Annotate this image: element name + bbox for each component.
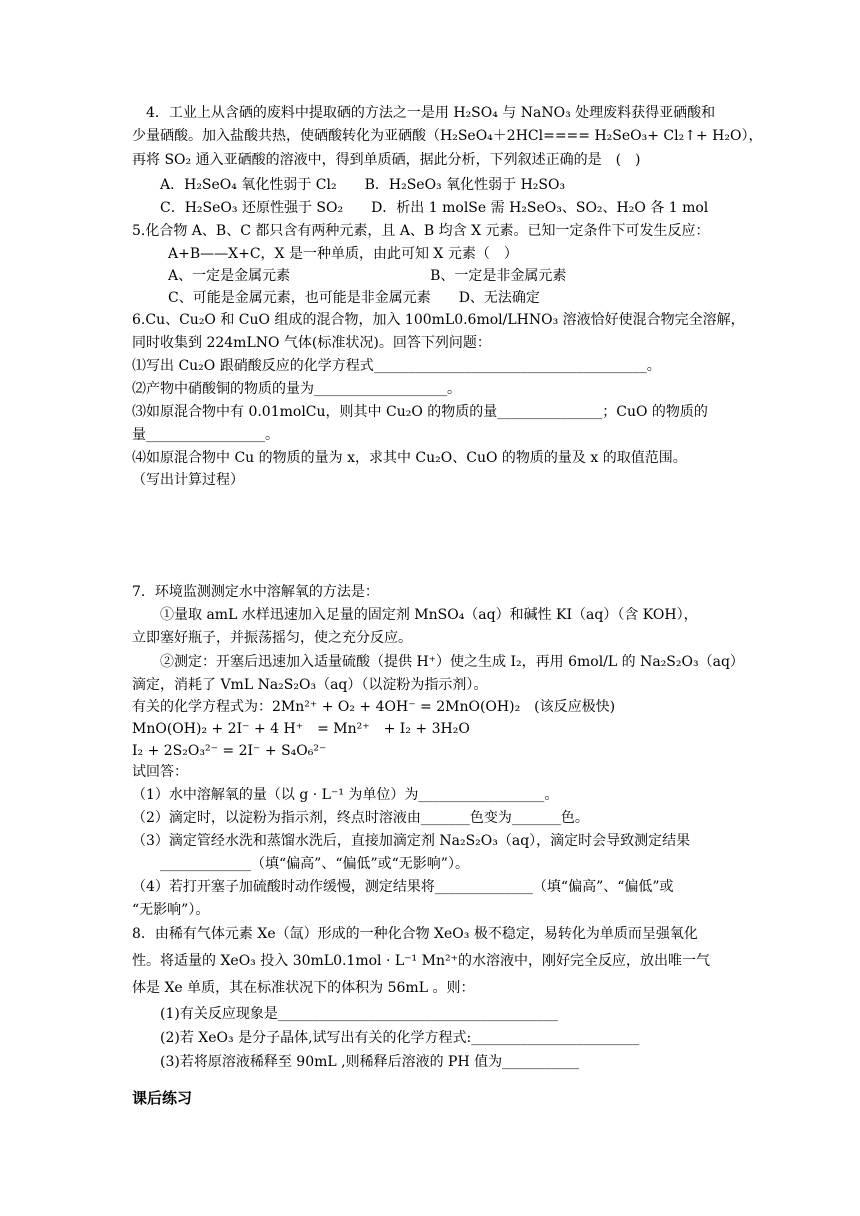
q6-part3: ⑶如原混合物中有 0.01molCu，则其中 Cu₂O 的物质的量_______________；CuO 的物质的	[132, 404, 708, 420]
q7-part1: （1）水中溶解氧的量（以 g · L⁻¹ 为单位）为__________________。	[132, 787, 559, 803]
q6-part1: ⑴写出 Cu₂O 跟硝酸反应的化学方程式_______________________________________。	[132, 358, 661, 374]
q7-part4: （4）若打开塞子加硫酸时动作缓慢，测定结果将______________（填“偏高”、“偏低”或	[132, 879, 674, 895]
q6-part4-cont: （写出计算过程）	[132, 472, 244, 488]
q7-part3-cont: _____________（填“偏高”、“偏低”或“无影响”）。	[160, 856, 469, 872]
q5-line1: 5.化合物 A、B、C 都只含有两种元素，且 A、B 均含 X 元素。已知一定条件下可发生反应：	[132, 223, 710, 239]
q7-step1-cont: 立即塞好瓶子，并振荡摇匀，使之充分反应。	[132, 630, 412, 646]
q8-line3: 体是 Xe 单质，其在标准状况下的体积为 56mL 。则：	[132, 980, 475, 996]
q8-part1: (1)有关反应现象是________________________________________	[160, 1006, 558, 1022]
q7-part3: （3）滴定管经水洗和蒸馏水洗后，直接加滴定剂 Na₂S₂O₃（aq），滴定时会导致测定结果	[132, 833, 691, 849]
q4-options-ab: A．H₂SeO₄ 氧化性弱于 Cl₂ B．H₂SeO₃ 氧化性弱于 H₂SO₃	[160, 177, 566, 193]
q7-equation3: I₂ + 2S₂O₃²⁻ = 2I⁻ + S₄O₆²⁻	[132, 743, 327, 759]
q5-line2: A+B——X+C，X 是一种单质，由此可知 X 元素（ ）	[168, 246, 518, 262]
q5-options-cd: C、可能是金属元素，也可能是非金属元素 D、无法确定	[168, 290, 540, 306]
q4-line1: 4．工业上从含硒的废料中提取硒的方法之一是用 H₂SO₄ 与 NaNO₃ 处理废料获得亚硒酸和	[146, 105, 716, 121]
q7-step1: ①量取 amL 水样迅速加入足量的固定剂 MnSO₄（aq）和碱性 KI（aq）（含 KOH），	[160, 607, 698, 623]
q7-equation2: MnO(OH)₂ + 2I⁻ + 4 H⁺ = Mn²⁺ + I₂ + 3H₂O	[132, 721, 470, 737]
q6-part4: ⑷如原混合物中 Cu 的物质的量为 x，求其中 Cu₂O、CuO 的物质的量及 x 的取值范围。	[132, 450, 687, 466]
q4-line2: 少量硒酸。加入盐酸共热，使硒酸转化为亚硒酸（H₂SeO₄＋2HCl==== H₂SeO₃+ Cl₂↑+ H₂O），	[132, 128, 763, 144]
q6-line1: 6.Cu、Cu₂O 和 CuO 组成的混合物，加入 100mL0.6mol/LHNO₃ 溶液恰好使混合物完全溶解，	[132, 312, 745, 328]
q8-line2: 性。将适量的 XeO₃ 投入 30mL0.1mol · L⁻¹ Mn²⁺的水溶液中，刚好完全反应，放出唯一气	[132, 953, 710, 969]
q7-answer-prompt: 试回答：	[132, 764, 188, 780]
q7-part2: （2）滴定时，以淀粉为指示剂，终点时溶液由_______色变为_______色。	[132, 810, 589, 826]
q8-part3: (3)若将原溶液稀释至 90mL ,则稀释后溶液的 PH 值为___________	[160, 1054, 580, 1070]
q8-part2: (2)若 XeO₃ 是分子晶体,试写出有关的化学方程式:________________________	[160, 1030, 640, 1046]
q6-line2: 同时收集到 224mLNO 气体(标准状况)。回答下列问题：	[132, 335, 491, 351]
q5-options-ab: A、一定是金属元素 B、一定是非金属元素	[168, 268, 567, 284]
q6-part3-cont: 量_________________。	[132, 427, 279, 443]
q7-step2-cont: 滴定，消耗了 VmL Na₂S₂O₃（aq）（以淀粉为指示剂）。	[132, 677, 488, 693]
q7-part4-cont: “无影响”）。	[132, 902, 210, 918]
section-heading-homework: 课后练习	[132, 1089, 193, 1107]
q7-equation1: 有关的化学方程式为：2Mn²⁺ + O₂ + 4OH⁻ = 2MnO(OH)₂ (该反应极快)	[132, 699, 616, 715]
q4-options-cd: C．H₂SeO₃ 还原性强于 SO₂ D．析出 1 molSe 需 H₂SeO₃、SO₂、H₂O 各 1 mol	[160, 200, 709, 216]
q7-line1: 7．环境监测测定水中溶解氧的方法是：	[132, 584, 379, 600]
q4-line3: 再将 SO₂ 通入亚硒酸的溶液中，得到单质硒，据此分析，下列叙述正确的是 ( )	[132, 152, 641, 168]
q8-line1: 8．由稀有气体元素 Xe（氙）形成的一种化合物 XeO₃ 极不稳定，易转化为单质而呈强氧化	[132, 926, 698, 942]
q7-step2: ②测定：开塞后迅速加入适量硫酸（提供 H⁺）使之生成 I₂，再用 6mol/L 的 Na₂S₂O₃（aq）	[160, 654, 744, 670]
q6-part2: ⑵产物中硝酸铜的物质的量为___________________。	[132, 381, 461, 397]
